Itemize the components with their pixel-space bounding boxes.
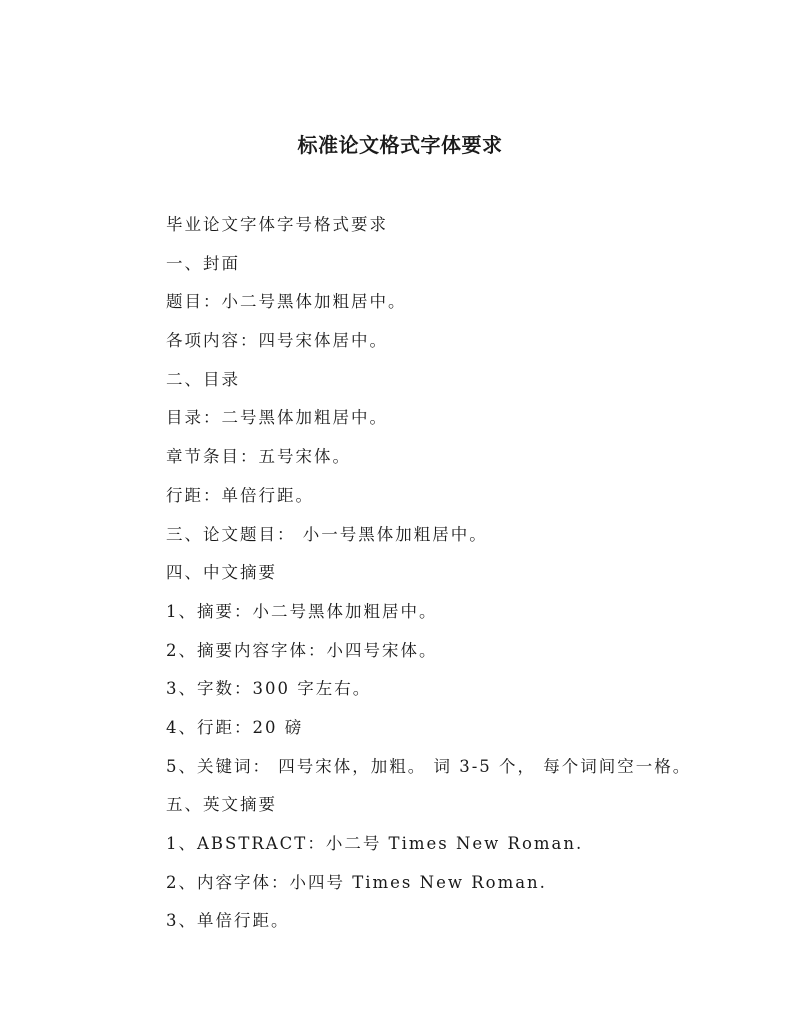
text-line-abstract-content: 2、摘要内容字体：小四号宋体。 (166, 640, 438, 660)
text-line-english-abstract-content: 2、内容字体：小四号 Times New Roman. (166, 872, 547, 892)
document-title: 标准论文格式字体要求 (297, 133, 503, 157)
section-heading-thesis-title: 三、论文题目： 小一号黑体加粗居中。 (166, 524, 488, 544)
text-line-toc-entries: 章节条目：五号宋体。 (166, 447, 351, 467)
text-line-cover-title: 题目：小二号黑体加粗居中。 (166, 292, 407, 312)
section-heading-cover: 一、封面 (166, 253, 240, 273)
section-heading-chinese-abstract: 四、中文摘要 (166, 563, 277, 583)
text-line-format-requirements: 毕业论文字体字号格式要求 (166, 215, 388, 234)
text-line-toc-spacing: 行距：单倍行距。 (166, 485, 314, 505)
text-line-english-abstract-title: 1、ABSTRACT：小二号 Times New Roman. (166, 834, 584, 853)
section-heading-toc: 二、目录 (166, 369, 240, 389)
text-line-abstract-length: 3、字数：300 字左右。 (166, 679, 372, 699)
text-line-abstract-spacing: 4、行距：20 磅 (166, 717, 304, 737)
text-line-keywords: 5、关键词： 四号宋体，加粗。 词 3-5 个， 每个词间空一格。 (166, 756, 692, 776)
text-line-abstract-title: 1、摘要：小二号黑体加粗居中。 (166, 601, 438, 621)
section-heading-english-abstract: 五、英文摘要 (166, 795, 277, 815)
document-body (166, 206, 726, 941)
text-line-cover-items: 各项内容：四号宋体居中。 (166, 331, 388, 351)
text-line-english-abstract-spacing: 3、单倍行距。 (166, 911, 290, 931)
text-line-toc-title: 目录：二号黑体加粗居中。 (166, 408, 388, 428)
